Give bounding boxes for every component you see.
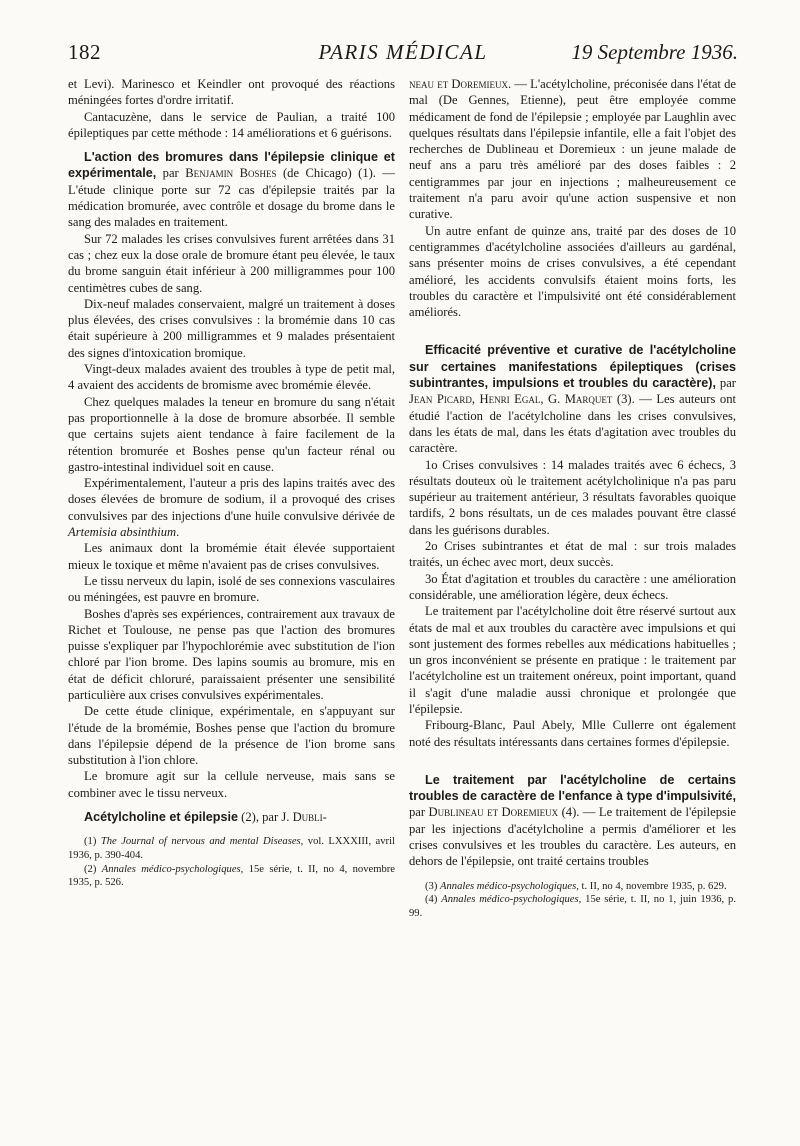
paragraph: Fribourg-Blanc, Paul Abely, Mlle Cullerre ont également noté des résultats intéressants dans certaines formes d'épilepsie. <box>409 718 736 749</box>
author-name: Jean Picard, Henri Egal, G. Marquet <box>409 392 613 407</box>
footnotes-left <box>68 835 395 889</box>
footnotes-right <box>409 880 736 921</box>
paragraph: et Levi). Marinesco et Keindler ont provoqué des réactions méningées fortes d'ordre irritatif. <box>68 77 395 108</box>
section-dublineau: Le traitement par l'acétylcholine de certains troubles de caractère de l'enfance à type d'impulsivité, par Dublineau et Doremieux (4). — Le traitement de l'épilepsie par les injections d'acétylcholine a permis d'améliorer et les crises convulsives et les troubles du caractère. Les auteurs, en dehors de l'épilepsie, ont traité certains troubles <box>409 772 736 869</box>
paragraph: 3o État d'agitation et troubles du caractère : une amélioration considérable, une amélioration légère, deux échecs. <box>409 571 736 602</box>
page-header <box>68 40 738 72</box>
species-name: Artemisia absinthium <box>68 525 177 540</box>
paragraph: Le tissu nerveux du lapin, isolé de ses connexions vasculaires ou méningées, est pauvre en bromure. <box>68 573 395 605</box>
author-name: Dublineau et Doremieux <box>428 805 559 820</box>
section-title: Efficacité préventive et curative de l'acétylcholine sur certaines manifestations épileptiques (crises subintrantes, impulsions et troubles du caractère), <box>409 343 736 391</box>
paragraph: 2o Crises subintrantes et état de mal : sur trois malades traités, un échec avec mort, deux succès. <box>409 539 736 570</box>
section-title: L'action des bromures dans l'épilepsie clinique et expérimentale, <box>68 150 395 181</box>
paragraph: Chez quelques malades la teneur en bromure du sang n'était pas proportionnelle à la dose de bromure absorbée. Il semble que certains sujets aient tendance à faire facilement de la rétention bromurée et Boshes pense qu'un facteur rénal ou gastro-intestinal individuel soit en cause. <box>68 394 395 474</box>
paragraph: Vingt-deux malades avaient des troubles à type de petit mal, 4 avaient des accidents de bromisme avec bromémie élevée. <box>68 362 395 393</box>
paragraph: Dix-neuf malades conservaient, malgré un traitement à doses plus élevées, des crises convulsives : la bromémie dans 10 cas était supérieure à 200 milligrammes et 9 malades présentaient des signes d'intoxication bromique. <box>68 296 395 360</box>
left-column <box>68 76 395 890</box>
journal-title: PARIS MÉDICAL <box>318 40 488 64</box>
footnote-1: (1) The Journal of nervous and mental Diseases, vol. LXXXIII, avril 1936, p. 390-404. <box>68 836 395 861</box>
paragraph: Les animaux dont la bromémie était élevée supportaient mieux le toxique et même n'avaient pas de crises convulsives. <box>68 541 395 572</box>
author-name: neau et Doremieux. <box>409 77 512 91</box>
section-acetylcholine-heading: Acétylcholine et épilepsie (2), par J. Dubli- <box>84 810 327 825</box>
paragraph: Boshes d'après ses expériences, contrairement aux travaux de Richet et Toulouse, ne pense pas que l'action des bromures puisse s'expliquer par l'hypochlorémie avec substitution de l'ion chloré par l'ion brome. Des lapins soumis au bromure, mis en état de déficit chloruré, paraissaient présenter une sensibilité particulière aux crises convulsives expérimentales. <box>68 606 395 702</box>
paragraph: Le traitement par l'acétylcholine doit être réservé surtout aux états de mal et aux troubles du caractère avec impulsions et qui sont justement des formes rebelles aux médications habituelles ; un gros inconvénient se présente en pratique : le traitement par l'acétylcholine est un traitement onéreux, point important, quand il s'agit d'une maladie aussi chronique et prolongée que l'épilepsie. <box>409 604 736 716</box>
right-column <box>409 76 736 920</box>
footnote-3: (3) Annales médico-psychologiques, t. II, no 4, novembre 1935, p. 629. <box>425 880 727 892</box>
page-number: 182 <box>68 40 101 64</box>
issue-date: 19 Septembre 1936. <box>571 40 738 64</box>
footnote-2: (2) Annales médico-psychologiques, 15e série, t. II, no 4, novembre 1935, p. 526. <box>68 863 395 889</box>
section-title: Acétylcholine et épilepsie <box>84 810 238 825</box>
paragraph: Sur 72 malades les crises convulsives furent arrêtées dans 31 cas ; chez eux la dose orale de bromure étant peu élevée, le taux du brome sanguin était inférieur à 200 milligrammes pour 100 centimètres cubes de sang. <box>68 231 395 295</box>
paragraph: Un autre enfant de quinze ans, traité par des doses de 10 centigrammes d'acétylcholine associées d'ailleurs au gardénal, sans présenter moins de crises convulsives, a été cependant amélioré, les accidents convulsifs étaient moins forts, les troubles du caractère et l'impulsivité ont été considérablement améliorés. <box>409 223 736 320</box>
paragraph: Le bromure agit sur la cellule nerveuse, mais sans se combiner avec le tissu nerveux. <box>68 769 395 800</box>
author-name: Benjamin Boshes <box>185 166 277 181</box>
paragraph: neau et Doremieux. — L'acétylcholine, préconisée dans l'état de mal (De Gennes, Etienne), peut être employée comme médicament de fond de l'épilepsie ; employée par Laughlin avec quelques résultats dans l'épilepsie infantile, elle a fait l'objet des recherches de Dublineau et Doremieux : un jeune malade de neuf ans a paru très amélioré par des doses faibles : 2 centigrammes par jour en injections ; malheureusement ce traitement n'a paru avoir qu'une action suspensive et non curative. <box>409 77 737 222</box>
section-boshes: L'action des bromures dans l'épilepsie clinique et expérimentale, par Benjamin Boshes (de Chicago) (1). — L'étude clinique porte sur 72 cas d'épilepsie traités par la médication bromurée, avec contrôle et dosage du brome dans le sang des malades en traitement. <box>68 150 396 230</box>
paragraph: Expérimentalement, l'auteur a pris des lapins traités avec des doses élevées de bromure de sodium, il a provoqué des crises convulsives par des injections d'une huile convulsive dérivée de Artemisia absinthium. <box>68 476 395 540</box>
section-title: Le traitement par l'acétylcholine de certains troubles de caractère de l'enfance à type d'impulsivité, <box>409 772 736 804</box>
section-picard: Efficacité préventive et curative de l'acétylcholine sur certaines manifestations épileptiques (crises subintrantes, impulsions et troubles du caractère), par Jean Picard, Henri Egal, G. Marquet (3). — Les auteurs ont étudié l'action de l'acétylcholine dans les crises convulsives, dans les états de mal, dans les états d'agitation avec troubles du caractère. <box>409 343 736 456</box>
author-name: Dubli- <box>292 810 327 825</box>
paragraph: 1o Crises convulsives : 14 malades traités avec 6 échecs, 3 résultats douteux où le traitement acétylcholinique n'a pas paru supérieur au traitement antérieur, 3 résultats favorables quoique tardifs, 2 bons résultats, un de ces malades pouvant être classé dans les guérisons durables. <box>409 457 736 537</box>
paragraph: De cette étude clinique, expérimentale, en s'appuyant sur l'étude de la bromémie, Boshes pense que l'action du bromure dans l'épilepsie dépend de la présence de l'ion brome sans substitution à l'ion chlore. <box>68 704 395 768</box>
footnote-4: (4) Annales médico-psychologiques, 15e série, t. II, no 1, juin 1936, p. 99. <box>409 894 736 919</box>
paragraph: Cantacuzène, dans le service de Paulian, a traité 100 épileptiques par cette méthode : 14 améliorations et 6 guérisons. <box>68 109 395 140</box>
